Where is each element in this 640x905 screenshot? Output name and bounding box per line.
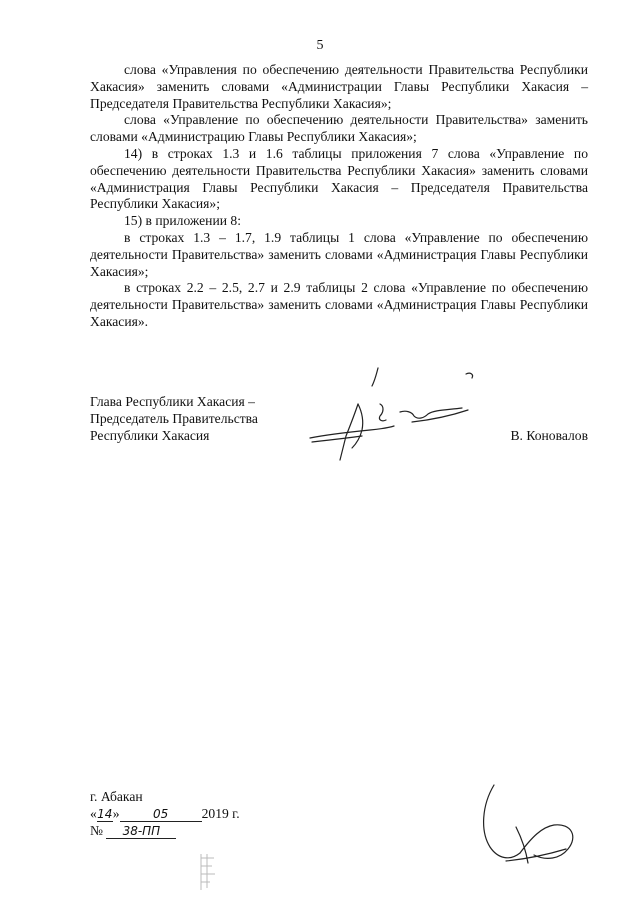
paragraph-3: 14) в строках 1.3 и 1.6 таблицы приложения 7 слова «Управление по обеспечению деятельности Правительства Республики Хакасия» заменить словами «Администрация Главы Республики Хакасия – Председателя Правительства Республики Хакасия»; [90,145,588,212]
paragraph-2: слова «Управление по обеспечению деятельности Правительства» заменить словами «Администрацию Главы Республики Хакасия»; [90,112,588,145]
faint-stamp-mark [198,852,218,892]
handwritten-initials [476,775,586,885]
signer-title-line-2: Председатель Правительства [90,411,258,426]
date-close-quote: » [112,806,120,821]
signer-title-line-3: Республики Хакасия [90,428,210,443]
footer-city: г. Абакан [90,789,143,804]
date-day-field: 14 [97,807,113,821]
number-prefix: № [90,823,103,838]
signer-name: В. Коновалов [510,428,588,443]
signer-title-line-1: Глава Республики Хакасия – [90,394,255,409]
number-field: 38-ПП [106,825,176,839]
footer-date [90,805,290,822]
footer-number [90,822,290,839]
signer-title [90,393,258,444]
document-footer [90,788,290,839]
paragraph-6: в строках 2.2 – 2.5, 2.7 и 2.9 таблицы 2 слова «Управление по обеспечению деятельности Правительства» заменить словами «Администрация Главы Республики Хакасия». [90,280,588,329]
paragraph-4: 15) в приложении 8: [124,213,241,229]
page-number: 5 [316,38,324,53]
handwritten-signature [300,360,500,470]
date-month-field: 05 [120,808,202,822]
date-year: 2019 г. [201,806,240,821]
date-open-quote: « [90,806,97,821]
paragraph-5: в строках 1.3 – 1.7, 1.9 таблицы 1 слова «Управление по обеспечению деятельности Правительства» заменить словами «Администрация Главы Республики Хакасия»; [90,229,588,279]
paragraph-1: слова «Управления по обеспечению деятельности Правительства Республики Хакасия» заменить словами «Администрации Главы Республики Хакасия – Председателя Правительства Республики Хакасия»; [90,62,588,111]
document-body [90,62,588,331]
